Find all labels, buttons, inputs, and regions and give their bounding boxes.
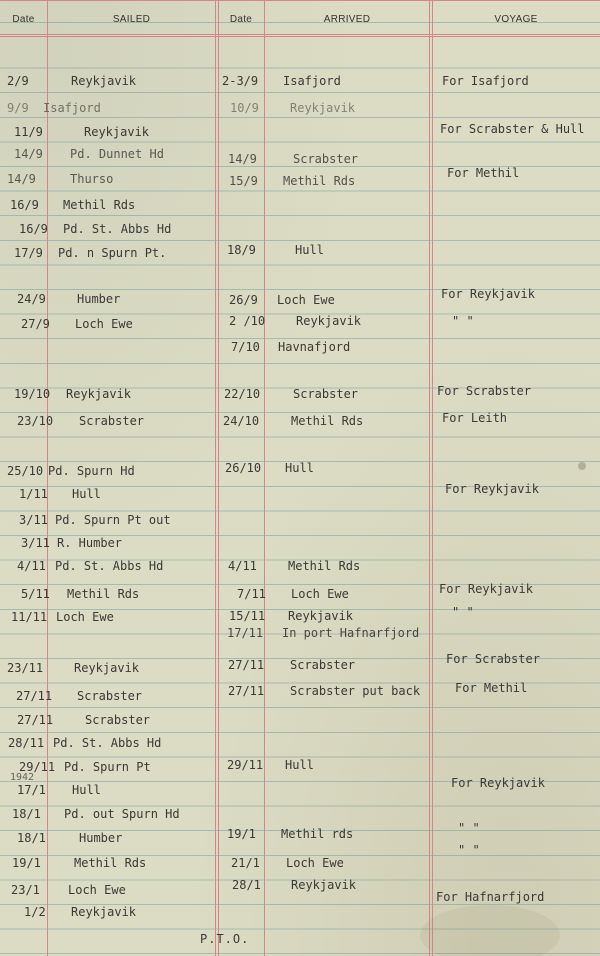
sailed-place: Pd. Dunnet Hd xyxy=(70,147,164,161)
arrived-date: 29/11 xyxy=(227,758,264,772)
header-voyage: VOYAGE xyxy=(494,14,538,25)
sailed-date: 17/9 xyxy=(14,246,43,260)
voyage-entry: For Scrabster xyxy=(446,652,540,666)
sailed-date: 14/9 xyxy=(14,147,43,161)
pto-note: P.T.O. xyxy=(200,932,250,946)
rule-arrived-place-left xyxy=(429,0,430,956)
voyage-entry: For Scrabster & Hull xyxy=(440,122,585,136)
header-rule-double xyxy=(0,36,600,37)
sailed-place: Reykjavik xyxy=(74,661,140,675)
arrived-date: 27/11 xyxy=(228,658,265,672)
arrived-place: Reykjavik xyxy=(290,101,356,115)
sailed-place: Pd. Spurn Pt xyxy=(64,760,151,774)
voyage-entry: For Hafnarfjord xyxy=(436,890,545,904)
voyage-entry: " " xyxy=(452,314,474,328)
sailed-date: 25/10 xyxy=(7,464,44,478)
arrived-place: Loch Ewe xyxy=(291,587,349,601)
sailed-date: 23/1 xyxy=(11,883,40,897)
header-top-rule xyxy=(0,0,600,1)
sailed-date: 27/11 xyxy=(16,689,53,703)
voyage-entry: " " xyxy=(458,821,480,835)
sailed-place: Scrabster xyxy=(85,713,151,727)
arrived-place: Isafjord xyxy=(283,74,341,88)
voyage-entry: For Reykjavik xyxy=(439,582,533,596)
rule-arrived-date xyxy=(264,0,265,956)
arrived-date: 22/10 xyxy=(224,387,261,401)
header-arrived: ARRIVED xyxy=(323,14,371,25)
sailed-place: Thurso xyxy=(70,172,114,186)
sailed-place: Reykjavik xyxy=(71,905,137,919)
header-date-sailed: Date xyxy=(12,14,35,25)
arrived-date: 15/11 xyxy=(229,609,266,623)
year-note: 1942 xyxy=(10,772,35,783)
arrived-place: Scrabster put back xyxy=(290,684,421,698)
voyage-entry: For Leith xyxy=(442,411,508,425)
voyage-entry: For Methil xyxy=(447,166,520,180)
voyage-entry: For Reykjavik xyxy=(441,287,535,301)
voyage-entry: For Reykjavik xyxy=(445,482,539,496)
arrived-date: 2 /10 xyxy=(229,314,266,328)
sailed-date: 23/10 xyxy=(17,414,54,428)
sailed-place: Pd. St. Abbs Hd xyxy=(55,559,164,573)
sailed-date: 24/9 xyxy=(17,292,46,306)
arrived-place: Hull xyxy=(295,243,324,257)
arrived-date: 26/9 xyxy=(229,293,258,307)
sailed-place: Pd. Spurn Hd xyxy=(48,464,135,478)
arrived-date: 19/1 xyxy=(227,827,256,841)
arrived-place: Reykjavik xyxy=(296,314,362,328)
arrived-date: 7/10 xyxy=(231,340,260,354)
sailed-date: 14/9 xyxy=(7,172,36,186)
arrived-place: In port Hafnarfjord xyxy=(282,626,420,640)
sailed-place: Loch Ewe xyxy=(75,317,133,331)
sailed-place: Pd. out Spurn Hd xyxy=(64,807,180,821)
arrived-place: Reykjavik xyxy=(291,878,357,892)
sailed-date: 27/9 xyxy=(21,317,50,331)
sailed-place: Reykjavik xyxy=(71,74,137,88)
sailed-place: Pd. St. Abbs Hd xyxy=(63,222,172,236)
sailed-place: Loch Ewe xyxy=(68,883,126,897)
arrived-date: 24/10 xyxy=(223,414,260,428)
sailed-date: 16/9 xyxy=(19,222,48,236)
voyage-entry: For Reykjavik xyxy=(451,776,545,790)
sailed-date: 27/11 xyxy=(17,713,54,727)
voyage-entry: " " xyxy=(458,843,480,857)
sailed-place: Isafjord xyxy=(43,101,101,115)
sailed-date: 1/11 xyxy=(19,487,48,501)
sailed-date: 19/1 xyxy=(12,856,41,870)
sailed-place: R. Humber xyxy=(57,536,123,550)
arrived-place: Scrabster xyxy=(290,658,356,672)
rule-sailed-date xyxy=(47,0,48,956)
voyage-entry: " " xyxy=(452,605,474,619)
table-header xyxy=(0,0,600,36)
sailed-place: Humber xyxy=(79,831,123,845)
arrived-place: Methil Rds xyxy=(283,174,356,188)
sailed-place: Methil Rds xyxy=(67,587,140,601)
sailed-place: Reykjavik xyxy=(84,125,150,139)
header-rule xyxy=(0,34,600,35)
sailed-date: 29/11 xyxy=(19,760,56,774)
sailed-date: 23/11 xyxy=(7,661,44,675)
rule-arrived-place-right xyxy=(432,0,433,956)
arrived-date: 18/9 xyxy=(227,243,256,257)
header-date-arrived: Date xyxy=(229,14,253,25)
sailed-date: 11/9 xyxy=(14,125,43,139)
rule-sailed-place-left xyxy=(215,0,216,956)
rule-sailed-place-right xyxy=(218,0,219,956)
arrived-date: 2-3/9 xyxy=(222,74,259,88)
sailed-place: Pd. St. Abbs Hd xyxy=(53,736,162,750)
arrived-place: Hull xyxy=(285,461,314,475)
sailed-date: 9/9 xyxy=(7,101,29,115)
arrived-place: Methil Rds xyxy=(291,414,364,428)
sailed-place: Hull xyxy=(72,487,101,501)
arrived-date: 4/11 xyxy=(228,559,257,573)
sailed-place: Hull xyxy=(72,783,101,797)
sailed-place: Loch Ewe xyxy=(56,610,114,624)
paper-stain xyxy=(420,905,560,956)
sailed-date: 18/1 xyxy=(17,831,46,845)
arrived-place: Loch Ewe xyxy=(277,293,335,307)
sailed-date: 2/9 xyxy=(7,74,29,88)
sailed-date: 16/9 xyxy=(10,198,39,212)
sailed-date: 19/10 xyxy=(14,387,51,401)
arrived-place: Havnafjord xyxy=(278,340,351,354)
sailed-place: Methil Rds xyxy=(63,198,136,212)
sailed-date: 5/11 xyxy=(21,587,50,601)
arrived-place: Scrabster xyxy=(293,152,359,166)
voyage-entry: For Isafjord xyxy=(442,74,529,88)
header-sailed: SAILED xyxy=(112,14,151,25)
sailed-date: 4/11 xyxy=(17,559,46,573)
ink-speck xyxy=(578,462,586,470)
arrived-date: 14/9 xyxy=(228,152,257,166)
sailed-place: Methil Rds xyxy=(74,856,147,870)
sailed-place: Scrabster xyxy=(79,414,145,428)
sailed-date: 1/2 xyxy=(24,905,46,919)
arrived-place: Reykjavik xyxy=(288,609,354,623)
sailed-date: 18/1 xyxy=(12,807,41,821)
arrived-date: 21/1 xyxy=(231,856,260,870)
sailed-place: Pd. n Spurn Pt. xyxy=(58,246,167,260)
sailed-date: 28/11 xyxy=(8,736,45,750)
sailed-date: 17/1 xyxy=(17,783,46,797)
sailed-date: 11/11 xyxy=(11,610,48,624)
sailed-place: Scrabster xyxy=(77,689,143,703)
arrived-date: 27/11 xyxy=(228,684,265,698)
sailed-place: Pd. Spurn Pt out xyxy=(55,513,171,527)
sailed-place: Humber xyxy=(77,292,121,306)
sailed-date: 3/11 xyxy=(21,536,50,550)
arrived-date: 26/10 xyxy=(225,461,262,475)
sailed-date: 3/11 xyxy=(19,513,48,527)
arrived-date: 17/11 xyxy=(227,626,264,640)
voyage-entry: For Methil xyxy=(455,681,528,695)
arrived-date: 28/1 xyxy=(232,878,261,892)
arrived-place: Loch Ewe xyxy=(286,856,344,870)
arrived-place: Methil rds xyxy=(281,827,354,841)
arrived-date: 7/11 xyxy=(237,587,266,601)
arrived-date: 15/9 xyxy=(229,174,258,188)
voyage-entry: For Scrabster xyxy=(437,384,531,398)
arrived-place: Methil Rds xyxy=(288,559,361,573)
arrived-place: Hull xyxy=(285,758,314,772)
sailed-place: Reykjavik xyxy=(66,387,132,401)
arrived-place: Scrabster xyxy=(293,387,359,401)
arrived-date: 10/9 xyxy=(230,101,259,115)
